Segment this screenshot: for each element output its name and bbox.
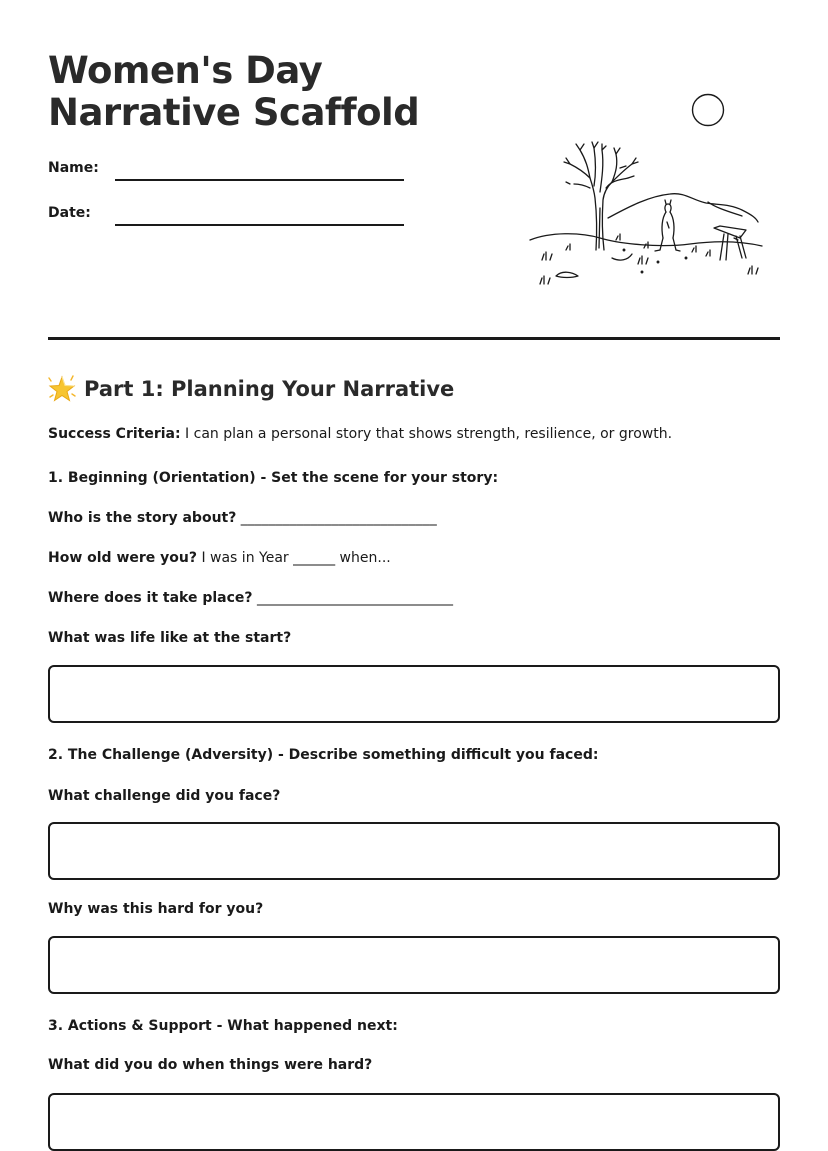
actions-do-answer-box[interactable] [48,1093,780,1151]
age-label: How old were you? [48,550,197,566]
section-divider [48,337,780,340]
challenge-why-answer-box[interactable] [48,936,780,994]
actions-do-prompt [48,1055,780,1075]
who-blank: ____________________________ [236,510,437,526]
age-text: I was in Year ______ when... [197,550,391,566]
worksheet-title: Women's Day Narrative Scaffold [48,49,420,134]
where-prompt [48,588,780,608]
challenge-why-label: Why was this hard for you? [48,901,264,917]
part1-heading-text: Part 1: Planning Your Narrative [84,377,455,401]
kangaroo-icon [655,200,680,251]
challenge-what-prompt [48,786,780,806]
name-write-line [115,179,404,181]
challenge-heading [48,745,780,765]
who-label: Who is the story about? [48,510,237,526]
challenge-why-prompt [48,899,780,919]
where-blank: ____________________________ [252,590,453,606]
date-write-line [115,224,404,226]
who-prompt [48,508,780,528]
actions-heading [48,1016,780,1036]
part1-heading [48,374,454,404]
star-icon [48,375,76,403]
date-field [48,203,408,227]
challenge-heading-text: 2. The Challenge (Adversity) - Describe something difficult you faced: [48,747,599,763]
challenge-what-label: What challenge did you face? [48,788,281,804]
challenge-what-answer-box[interactable] [48,822,780,880]
landscape-illustration [520,88,776,292]
life-label: What was life like at the start? [48,630,292,646]
name-label: Name: [48,160,99,176]
age-prompt [48,548,780,568]
name-field [48,158,408,182]
beginning-heading [48,468,780,488]
sun-icon [693,95,724,126]
actions-heading-text: 3. Actions & Support - What happened next: [48,1018,398,1034]
life-prompt [48,628,780,648]
where-label: Where does it take place? [48,590,253,606]
success-criteria-label: Success Criteria: [48,426,181,442]
date-label: Date: [48,205,91,221]
life-answer-box[interactable] [48,665,780,723]
hills-icon [608,194,758,222]
beginning-heading-text: 1. Beginning (Orientation) - Set the scene for your story: [48,470,499,486]
success-criteria [48,424,780,444]
success-criteria-text: I can plan a personal story that shows strength, resilience, or growth. [180,426,673,442]
actions-do-label: What did you do when things were hard? [48,1057,373,1073]
